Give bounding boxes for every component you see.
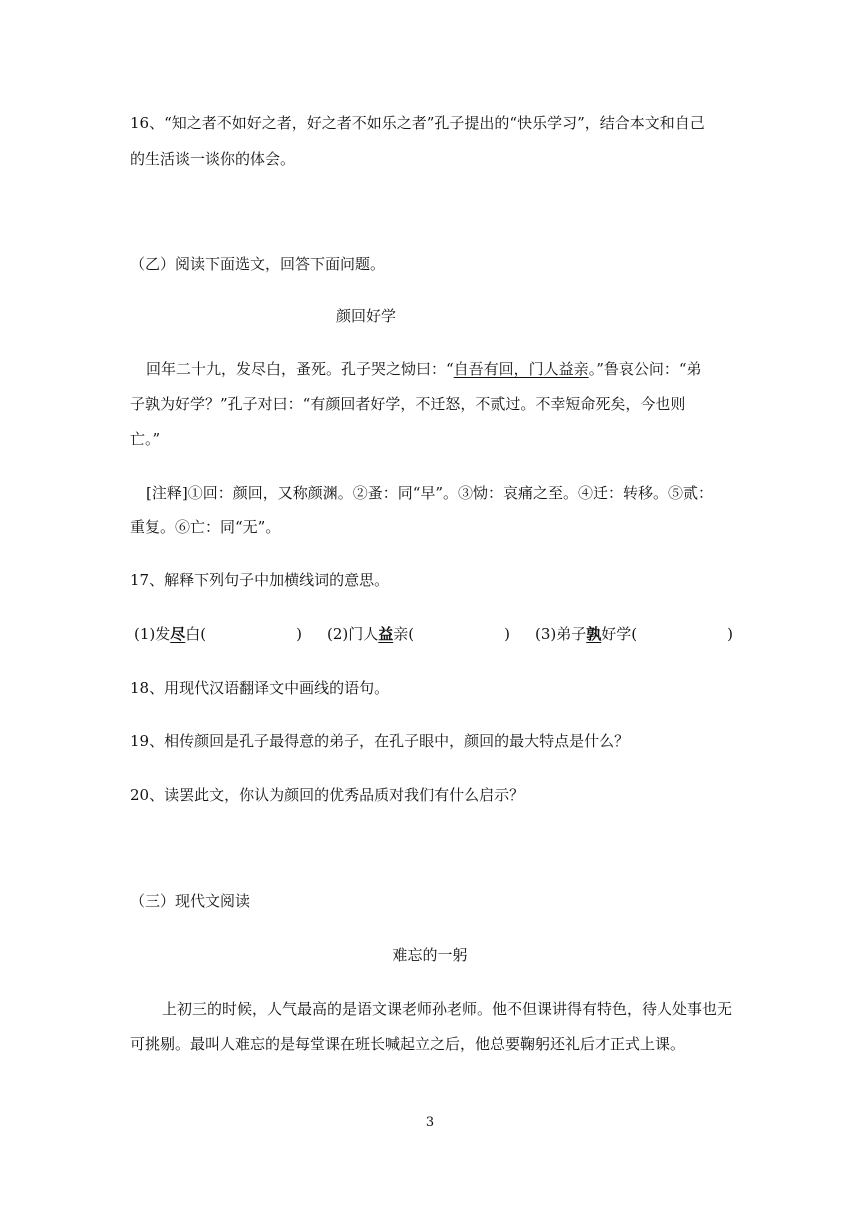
section-c-heading: （三）现代文阅读 [130,892,251,910]
q19: 19、相传颜回是孔子最得意的弟子，在孔子眼中，颜回的最大特点是什么？ [130,732,630,750]
q17-item2-prefix: (2)门人 [327,625,379,643]
section-c-title-text: 难忘的一躬 [392,946,468,964]
q20: 20、读罢此文，你认为颜回的优秀品质对我们有什么启示？ [130,786,525,804]
section-b-note-line2: 重复。⑥亡：同“无”。 [130,518,281,536]
page-number: 3 [425,1115,435,1130]
q17-item1-prefix: (1)发 [134,625,171,643]
q16-line1: 16、“知之者不如好之者，好之者不如乐之者”孔子提出的“快乐学习”，结合本文和自己 [130,114,705,132]
section-b-title-text: 颜回好学 [335,307,396,325]
q17-item3 [535,624,733,644]
q17-item3-prefix: (3)弟子 [535,625,587,643]
section-c-para-line1: 上初三的时候，人气最高的是语文课老师孙老师。他不但课讲得有特色，待人处事也无 [162,1000,733,1018]
section-b-para-line3: 亡。” [130,430,161,448]
q17-item3-close: ) [727,625,733,643]
q17-item1-target-word: 尽 [170,625,186,643]
section-b-para-line2: 子孰为好学？”孔子对曰：“有颜回者好学，不迁怒，不贰过。不幸短命死矣，今也则 [130,395,686,413]
section-b-title [0,306,860,326]
q17-item2-target-word: 益 [378,625,394,643]
q17-item3-target-word: 孰 [586,625,602,643]
section-b-heading: （乙）阅读下面选文，回答下面问题。 [130,255,386,273]
q16-line2: 的生活谈一谈你的体会。 [130,150,296,168]
section-b-para-part-b: 。”鲁哀公问：“弟 [588,360,702,378]
section-b-para-part-a: 回年二十九，发尽白，蚤死。孔子哭之恸曰：“ [146,360,454,378]
q17-item1-close: ) [296,625,302,643]
section-c-para-line2: 可挑剔。最叫人难忘的是每堂课在班长喊起立之后，他总要鞠躬还礼后才正式上课。 [130,1035,686,1053]
q17-item1 [134,624,302,644]
section-b-underlined-quote: 自吾有回，门人益亲 [453,360,589,378]
section-c-title [0,945,860,965]
q17-item2-suffix: 亲( [393,625,415,643]
q17-item3-suffix: 好学( [601,625,638,643]
q17-item1-suffix: 白( [185,625,207,643]
q17-item2-close: ) [504,625,510,643]
section-b-para-line1 [146,359,702,379]
q17-stem: 17、解释下列句子中加横线词的意思。 [130,571,390,589]
q18: 18、用现代汉语翻译文中画线的语句。 [130,679,390,697]
section-b-note-line1: [注释]①回：颜回，又称颜渊。②蚤：同“早”。③恸：哀痛之至。④迁：转移。⑤贰： [146,484,714,502]
q17-item2 [327,624,510,644]
